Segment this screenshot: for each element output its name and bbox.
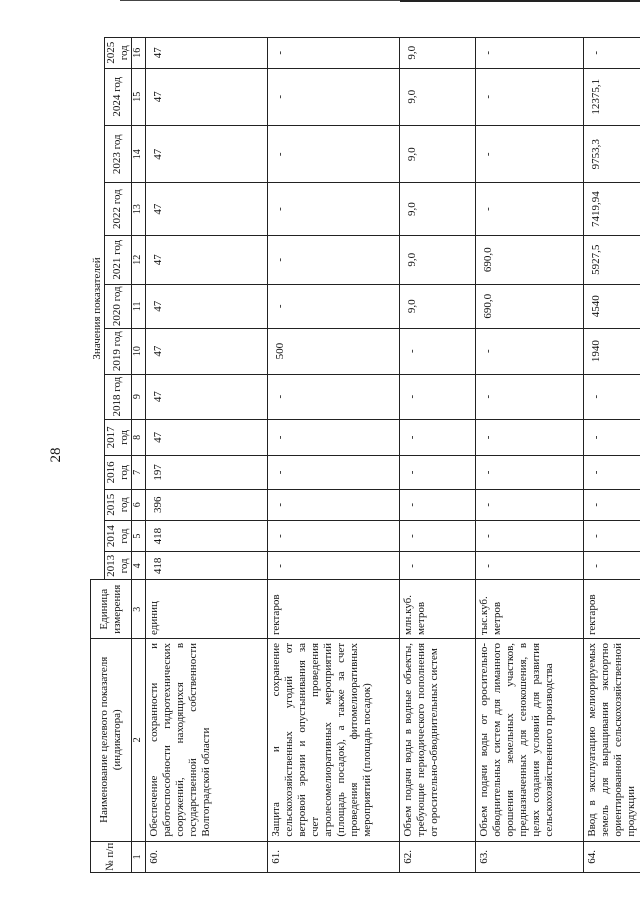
value-cell: 7419,94	[583, 183, 640, 235]
column-number: 9	[131, 374, 145, 419]
column-number: 13	[131, 183, 145, 235]
header-year: 2014 год	[104, 520, 131, 551]
value-cell: -	[267, 419, 399, 456]
value-cell: -	[267, 552, 399, 580]
value-cell: 47	[145, 374, 267, 419]
value-cell: -	[267, 126, 399, 183]
header-values-group: Значения показателей	[91, 38, 105, 580]
column-number: 6	[131, 489, 145, 520]
column-number: 8	[131, 419, 145, 456]
value-cell: -	[399, 489, 475, 520]
value-cell: -	[267, 374, 399, 419]
header-year: 2017 год	[104, 419, 131, 456]
header-year: 2013 год	[104, 552, 131, 580]
table-row	[399, 38, 475, 873]
header-unit: Единица измерения	[91, 580, 132, 639]
value-cell: -	[475, 38, 583, 69]
value-cell: 47	[145, 419, 267, 456]
table-row	[145, 38, 267, 873]
value-cell: -	[399, 552, 475, 580]
column-number: 5	[131, 520, 145, 551]
value-cell: -	[475, 456, 583, 489]
value-cell: -	[267, 456, 399, 489]
column-number: 12	[131, 235, 145, 284]
column-number: 11	[131, 284, 145, 328]
indicator-name: Объем подачи воды в водные объекты, требующие периодического пополнения от оросительно-обводнительных систем	[399, 638, 475, 841]
indicator-name: Обеспечение сохранности и работоспособности гидротехнических сооружений, находящихся в государственной собственности Волгоградской области	[145, 638, 267, 841]
value-cell: -	[475, 419, 583, 456]
value-cell: 500	[267, 328, 399, 374]
value-cell: -	[267, 68, 399, 125]
header-year: 2024 год	[104, 68, 131, 125]
column-number: 2	[131, 638, 145, 841]
value-cell: 690,0	[475, 284, 583, 328]
value-cell: -	[475, 552, 583, 580]
unit-cell: гектаров	[583, 580, 640, 639]
value-cell: -	[583, 419, 640, 456]
value-cell: 12375,1	[583, 68, 640, 125]
rotated-table-container	[90, 37, 637, 873]
top-edge-line	[0, 0, 640, 2]
value-cell: 9,0	[399, 284, 475, 328]
unit-cell: единиц	[145, 580, 267, 639]
header-name: Наименование целевого показателя (индикатора)	[91, 638, 132, 841]
header-year: 2022 год	[104, 183, 131, 235]
indicators-table	[90, 37, 640, 873]
value-cell: -	[267, 284, 399, 328]
value-cell: 396	[145, 489, 267, 520]
value-cell: -	[267, 520, 399, 551]
header-year: 2015 год	[104, 489, 131, 520]
value-cell: 690,0	[475, 235, 583, 284]
value-cell: 47	[145, 68, 267, 125]
value-cell: 418	[145, 520, 267, 551]
value-cell: 418	[145, 552, 267, 580]
table-row	[475, 38, 583, 873]
header-year: 2019 год	[104, 328, 131, 374]
value-cell: -	[399, 520, 475, 551]
value-cell: -	[475, 374, 583, 419]
value-cell: 4540	[583, 284, 640, 328]
table-row	[267, 38, 399, 873]
value-cell: 47	[145, 38, 267, 69]
value-cell: 47	[145, 328, 267, 374]
header-year: 2021 год	[104, 235, 131, 284]
row-number: 61.	[267, 841, 399, 872]
header-year: 2016 год	[104, 456, 131, 489]
value-cell: -	[475, 183, 583, 235]
row-number: 60.	[145, 841, 267, 872]
value-cell: -	[475, 520, 583, 551]
value-cell: -	[399, 419, 475, 456]
value-cell: -	[583, 552, 640, 580]
value-cell: -	[399, 328, 475, 374]
unit-cell: тыс.куб. метров	[475, 580, 583, 639]
row-number: 63.	[475, 841, 583, 872]
header-num: № п/п	[91, 841, 132, 872]
indicator-name: Защита и сохранение сельскохозяйственных угодий от ветровой эрозии и опустынивания за счет проведения агролесомелиоративных мероприятий (площадь посадок), а также за счет проведения фитомелиоративных мероприятий (площадь посадок)	[267, 638, 399, 841]
column-number: 1	[131, 841, 145, 872]
value-cell: 9,0	[399, 183, 475, 235]
value-cell: 9,0	[399, 38, 475, 69]
unit-cell: гектаров	[267, 580, 399, 639]
value-cell: -	[475, 328, 583, 374]
column-number: 4	[131, 552, 145, 580]
header-year: 2020 год	[104, 284, 131, 328]
value-cell: -	[267, 38, 399, 69]
value-cell: 9,0	[399, 68, 475, 125]
header-year: 2018 год	[104, 374, 131, 419]
table-row	[583, 38, 640, 873]
value-cell: 9753,3	[583, 126, 640, 183]
value-cell: -	[475, 68, 583, 125]
column-number: 15	[131, 68, 145, 125]
indicator-name: Ввод в эксплуатацию мелиорируемых земель для выращивания экспортно ориентированной сельскохозяйственной продукции	[583, 638, 640, 841]
value-cell: 47	[145, 284, 267, 328]
row-number: 62.	[399, 841, 475, 872]
value-cell: 47	[145, 126, 267, 183]
column-number: 10	[131, 328, 145, 374]
header-year: 2025 год	[104, 38, 131, 69]
value-cell: -	[475, 489, 583, 520]
header-year: 2023 год	[104, 126, 131, 183]
page-number: 28	[48, 447, 64, 463]
value-cell: -	[583, 489, 640, 520]
column-number: 3	[131, 580, 145, 639]
value-cell: 9,0	[399, 126, 475, 183]
row-number: 64.	[583, 841, 640, 872]
value-cell: -	[267, 235, 399, 284]
value-cell: 9,0	[399, 235, 475, 284]
value-cell: -	[583, 520, 640, 551]
value-cell: -	[583, 456, 640, 489]
value-cell: -	[475, 126, 583, 183]
column-number: 14	[131, 126, 145, 183]
column-number: 7	[131, 456, 145, 489]
value-cell: -	[267, 183, 399, 235]
column-number: 16	[131, 38, 145, 69]
indicator-name: Объем подачи воды от оросительно-обводнительных систем для лиманного орошения земельных участков, предназначенных для сенокошения, в целях создания условий для развития сельскохозяйственного производства	[475, 638, 583, 841]
value-cell: 5927,5	[583, 235, 640, 284]
value-cell: 1940	[583, 328, 640, 374]
value-cell: -	[267, 489, 399, 520]
unit-cell: млн.куб. метров	[399, 580, 475, 639]
value-cell: 47	[145, 183, 267, 235]
value-cell: -	[583, 38, 640, 69]
value-cell: -	[583, 374, 640, 419]
value-cell: 197	[145, 456, 267, 489]
value-cell: -	[399, 456, 475, 489]
value-cell: 47	[145, 235, 267, 284]
value-cell: -	[399, 374, 475, 419]
